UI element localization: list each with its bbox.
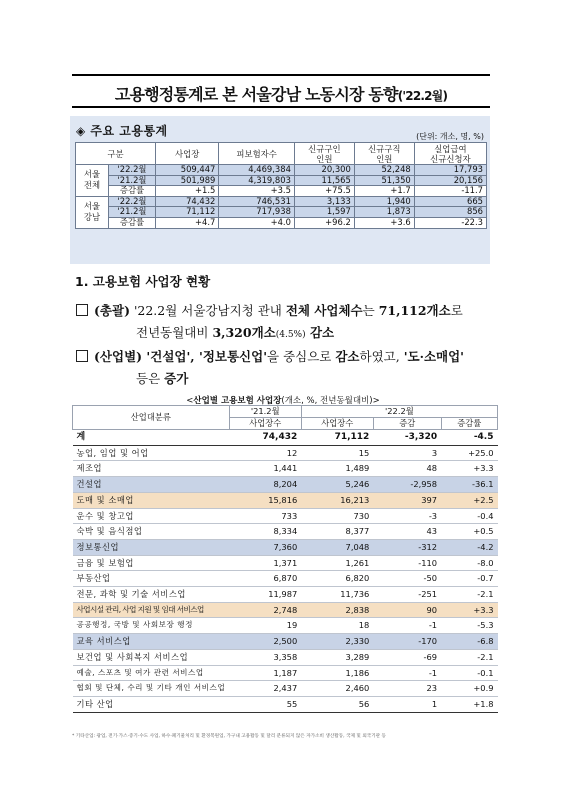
- key-stats-cell: +96.2: [294, 217, 354, 228]
- key-stats-row: [76, 175, 487, 186]
- key-stats-cell: +3.5: [219, 186, 295, 197]
- bullet-emphasis: '도·소매업': [403, 349, 465, 364]
- bullet-emphasis: 3,320개소: [212, 325, 276, 340]
- key-stats-cell: 501,989: [156, 175, 219, 186]
- bullet-tag: (총괄): [94, 303, 130, 318]
- industry-value-cell: 2,838: [301, 602, 373, 618]
- bullet-emphasis: 증가: [164, 371, 189, 386]
- table-row: [73, 477, 498, 493]
- bullet-text: 하였고,: [359, 349, 404, 364]
- key-stats-cell: +4.7: [156, 217, 219, 228]
- industry-value-cell: 1,186: [301, 665, 373, 681]
- industry-value-cell: +2.5: [441, 492, 497, 508]
- industry-name-cell: 사업시설 관리, 사업 지원 및 임대 서비스업: [73, 602, 230, 618]
- industry-name-cell: 금융 및 보험업: [73, 555, 230, 571]
- bullet-percent: (4.5%): [275, 330, 306, 340]
- industry-name-cell: 기타 산업: [73, 696, 230, 712]
- key-stats-row-label: '22.2월: [109, 196, 156, 207]
- key-stats-cell: -22.3: [414, 217, 486, 228]
- industry-name-cell: 도매 및 소매업: [73, 492, 230, 508]
- industry-value-cell: 1,261: [301, 555, 373, 571]
- industry-value-cell: -2.1: [441, 649, 497, 665]
- key-stats-panel: [70, 116, 490, 264]
- industry-value-cell: 7,048: [301, 539, 373, 555]
- key-stats-row: [76, 186, 487, 197]
- industry-name-cell: 계: [73, 430, 230, 446]
- key-stats-cell: 20,300: [294, 165, 354, 176]
- key-stats-row-label: 증감률: [109, 186, 156, 197]
- industry-value-cell: -1: [373, 665, 441, 681]
- industry-table: [72, 405, 498, 713]
- key-stats-cell: 17,793: [414, 165, 486, 176]
- key-stats-cell: +75.5: [294, 186, 354, 197]
- key-stats-cell: 52,248: [354, 165, 414, 176]
- industry-name-cell: 예술, 스포츠 및 여가 관련 서비스업: [73, 665, 230, 681]
- key-stats-row-label: '22.2월: [109, 165, 156, 176]
- industry-header-row: [73, 406, 498, 418]
- industry-value-cell: 2,330: [301, 634, 373, 650]
- bullet-emphasis: 전체 사업체수: [285, 303, 363, 318]
- industry-value-cell: 16,213: [301, 492, 373, 508]
- checkbox-square-icon: [76, 350, 88, 362]
- key-stats-header-row: [76, 143, 487, 165]
- industry-value-cell: -5.3: [441, 618, 497, 634]
- industry-value-cell: 11,736: [301, 587, 373, 603]
- industry-value-cell: -3,320: [373, 430, 441, 446]
- industry-name-cell: 협회 및 단체, 수리 및 기타 개인 서비스업: [73, 681, 230, 697]
- key-stats-cell: 4,319,803: [219, 175, 295, 186]
- header-diff: 증감: [373, 418, 441, 430]
- industry-value-cell: -69: [373, 649, 441, 665]
- key-stats-cell: -11.7: [414, 186, 486, 197]
- industry-value-cell: -36.1: [441, 477, 497, 493]
- key-stats-header-cell: 사업장: [156, 143, 219, 165]
- industry-value-cell: +0.5: [441, 524, 497, 540]
- table-row: [73, 602, 498, 618]
- industry-value-cell: 90: [373, 602, 441, 618]
- key-stats-row: [76, 165, 487, 176]
- page-title: [72, 82, 490, 105]
- industry-value-cell: 6,820: [301, 571, 373, 587]
- industry-value-cell: 397: [373, 492, 441, 508]
- key-stats-cell: +1.7: [354, 186, 414, 197]
- industry-body: [73, 430, 498, 713]
- key-stats-cell: +4.0: [219, 217, 295, 228]
- header-2021: '21.2월: [229, 406, 301, 418]
- table-row: [73, 461, 498, 477]
- industry-value-cell: 7,360: [229, 539, 301, 555]
- key-stats-cell: 746,531: [219, 196, 295, 207]
- header-2022: '22.2월: [301, 406, 497, 418]
- key-stats-cell: 665: [414, 196, 486, 207]
- bullet-text: 전년동월대비: [136, 325, 213, 340]
- industry-value-cell: 1: [373, 696, 441, 712]
- title-main: 고용행정통계로 본 서울강남 노동시장 동향: [114, 85, 398, 104]
- industry-value-cell: 5,246: [301, 477, 373, 493]
- industry-name-cell: 공공행정, 국방 및 사회보장 행정: [73, 618, 230, 634]
- bullet-text: 을 중심으로: [267, 349, 336, 364]
- key-stats-group-label: 서울 강남: [76, 196, 109, 228]
- key-stats-body: [76, 165, 487, 229]
- industry-value-cell: -0.7: [441, 571, 497, 587]
- title-bar: [72, 74, 490, 108]
- industry-value-cell: 8,334: [229, 524, 301, 540]
- key-stats-cell: +1.5: [156, 186, 219, 197]
- industry-value-cell: 15,816: [229, 492, 301, 508]
- table-row: [73, 696, 498, 712]
- table-row: [73, 634, 498, 650]
- summary-bullet: [76, 300, 506, 346]
- table-row: [73, 665, 498, 681]
- title-date: ('22.2월): [397, 89, 448, 103]
- industry-value-cell: 3: [373, 445, 441, 461]
- industry-name-cell: 부동산업: [73, 571, 230, 587]
- bullet-tag: (산업별): [94, 349, 143, 364]
- industry-name-cell: 보건업 및 사회복지 서비스업: [73, 649, 230, 665]
- key-stats-cell: 4,469,384: [219, 165, 295, 176]
- table-row: [73, 618, 498, 634]
- industry-value-cell: -251: [373, 587, 441, 603]
- table-row: [73, 649, 498, 665]
- key-stats-cell: 856: [414, 207, 486, 218]
- key-stats-cell: 20,156: [414, 175, 486, 186]
- key-stats-row: [76, 196, 487, 207]
- header-category: 산업대분류: [73, 406, 230, 430]
- table-row: [73, 587, 498, 603]
- industry-value-cell: 1,489: [301, 461, 373, 477]
- bullet-text: '22.2월 서울강남지청 관내: [129, 303, 286, 318]
- industry-value-cell: -3: [373, 508, 441, 524]
- industry-value-cell: 18: [301, 618, 373, 634]
- industry-value-cell: 1,371: [229, 555, 301, 571]
- key-stats-header-cell: 실업급여 신규신청자: [414, 143, 486, 165]
- industry-name-cell: 정보통신업: [73, 539, 230, 555]
- industry-name-cell: 운수 및 창고업: [73, 508, 230, 524]
- bullet-emphasis: '건설업', '정보통신업': [142, 349, 268, 364]
- section-heading: 1. 고용보험 사업장 현황: [75, 274, 211, 289]
- key-stats-cell: 717,938: [219, 207, 295, 218]
- bullet-emphasis: 71,112개소: [378, 303, 451, 318]
- key-stats-cell: +3.6: [354, 217, 414, 228]
- industry-value-cell: 730: [301, 508, 373, 524]
- industry-value-cell: -170: [373, 634, 441, 650]
- industry-value-cell: 12: [229, 445, 301, 461]
- key-stats-header-cell: 신규구직 인원: [354, 143, 414, 165]
- footnote: * 기타산업: 광업, 전기·가스·증기·수도 사업, 하수·폐기물처리 및 환경복원업, 가구내 고용활동 및 달리 분류되지 않은 자가소비 생산활동, 국제 및 외국기관 등: [72, 734, 386, 739]
- industry-value-cell: -50: [373, 571, 441, 587]
- key-stats-row: [76, 207, 487, 218]
- caption-title: 산업별 고용보험 사업장: [193, 396, 282, 406]
- industry-value-cell: -4.5: [441, 430, 497, 446]
- industry-value-cell: +1.8: [441, 696, 497, 712]
- bullet-text: 는: [362, 303, 379, 318]
- bullet-text: 로: [450, 303, 463, 318]
- industry-name-cell: 교육 서비스업: [73, 634, 230, 650]
- industry-value-cell: 55: [229, 696, 301, 712]
- industry-value-cell: 733: [229, 508, 301, 524]
- key-stats-unit: (단위: 개소, 명, %): [416, 132, 484, 141]
- industry-value-cell: -312: [373, 539, 441, 555]
- key-stats-cell: 1,597: [294, 207, 354, 218]
- table-row: [73, 445, 498, 461]
- key-stats-header-cell: 피보험자수: [219, 143, 295, 165]
- industry-value-cell: 8,204: [229, 477, 301, 493]
- industry-value-cell: 23: [373, 681, 441, 697]
- industry-value-cell: 15: [301, 445, 373, 461]
- industry-bullet: [76, 346, 506, 390]
- industry-value-cell: 2,460: [301, 681, 373, 697]
- industry-name-cell: 전문, 과학 및 기술 서비스업: [73, 587, 230, 603]
- key-stats-cell: 51,350: [354, 175, 414, 186]
- industry-value-cell: 2,748: [229, 602, 301, 618]
- key-stats-group-label: 서울 전체: [76, 165, 109, 197]
- industry-name-cell: 건설업: [73, 477, 230, 493]
- industry-value-cell: 1,187: [229, 665, 301, 681]
- industry-value-cell: +25.0: [441, 445, 497, 461]
- industry-value-cell: -0.1: [441, 665, 497, 681]
- key-stats-cell: 1,940: [354, 196, 414, 207]
- industry-value-cell: 3,289: [301, 649, 373, 665]
- table-row: [73, 524, 498, 540]
- industry-value-cell: -8.0: [441, 555, 497, 571]
- table-row: [73, 492, 498, 508]
- industry-value-cell: 11,987: [229, 587, 301, 603]
- key-stats-cell: 74,432: [156, 196, 219, 207]
- table-row: [73, 508, 498, 524]
- industry-value-cell: 2,437: [229, 681, 301, 697]
- caption-open: <: [186, 396, 194, 406]
- industry-value-cell: +3.3: [441, 461, 497, 477]
- table-row: [73, 571, 498, 587]
- key-stats-header-cell: 신규구인 인원: [294, 143, 354, 165]
- bullet-emphasis: 감소: [335, 349, 360, 364]
- industry-value-cell: 43: [373, 524, 441, 540]
- industry-value-cell: 48: [373, 461, 441, 477]
- table-row: [73, 539, 498, 555]
- industry-value-cell: 2,500: [229, 634, 301, 650]
- industry-value-cell: -4.2: [441, 539, 497, 555]
- industry-value-cell: +0.9: [441, 681, 497, 697]
- key-stats-cell: 11,565: [294, 175, 354, 186]
- industry-value-cell: 71,112: [301, 430, 373, 446]
- industry-value-cell: 56: [301, 696, 373, 712]
- industry-value-cell: -6.8: [441, 634, 497, 650]
- industry-value-cell: 19: [229, 618, 301, 634]
- industry-value-cell: 74,432: [229, 430, 301, 446]
- header-count-2021: 사업장수: [229, 418, 301, 430]
- key-stats-cell: 71,112: [156, 207, 219, 218]
- key-stats-heading: ◈ 주요 고용통계: [76, 124, 168, 138]
- caption-unit: (개소, %, 전년동월대비)>: [281, 396, 380, 406]
- industry-name-cell: 제조업: [73, 461, 230, 477]
- header-count-2022: 사업장수: [301, 418, 373, 430]
- industry-name-cell: 숙박 및 음식점업: [73, 524, 230, 540]
- key-stats-cell: 509,447: [156, 165, 219, 176]
- industry-value-cell: -2.1: [441, 587, 497, 603]
- bullet-text: 등은: [136, 371, 165, 386]
- table-row: [73, 681, 498, 697]
- bullet-emphasis: 감소: [305, 325, 335, 340]
- key-stats-header-cell: 구분: [76, 143, 156, 165]
- industry-value-cell: 1,441: [229, 461, 301, 477]
- header-rate: 증감률: [441, 418, 497, 430]
- table-row: [73, 430, 498, 446]
- industry-value-cell: 6,870: [229, 571, 301, 587]
- table-row: [73, 555, 498, 571]
- industry-value-cell: 3,358: [229, 649, 301, 665]
- industry-name-cell: 농업, 임업 및 어업: [73, 445, 230, 461]
- key-stats-cell: 1,873: [354, 207, 414, 218]
- key-stats-table: [75, 142, 487, 229]
- industry-value-cell: -110: [373, 555, 441, 571]
- industry-value-cell: -2,958: [373, 477, 441, 493]
- industry-value-cell: -0.4: [441, 508, 497, 524]
- key-stats-row-label: 증감률: [109, 217, 156, 228]
- key-stats-cell: 3,133: [294, 196, 354, 207]
- checkbox-square-icon: [76, 304, 88, 316]
- key-stats-row-label: '21.2월: [109, 175, 156, 186]
- industry-value-cell: +3.3: [441, 602, 497, 618]
- industry-value-cell: -1: [373, 618, 441, 634]
- key-stats-row: [76, 217, 487, 228]
- industry-value-cell: 8,377: [301, 524, 373, 540]
- key-stats-row-label: '21.2월: [109, 207, 156, 218]
